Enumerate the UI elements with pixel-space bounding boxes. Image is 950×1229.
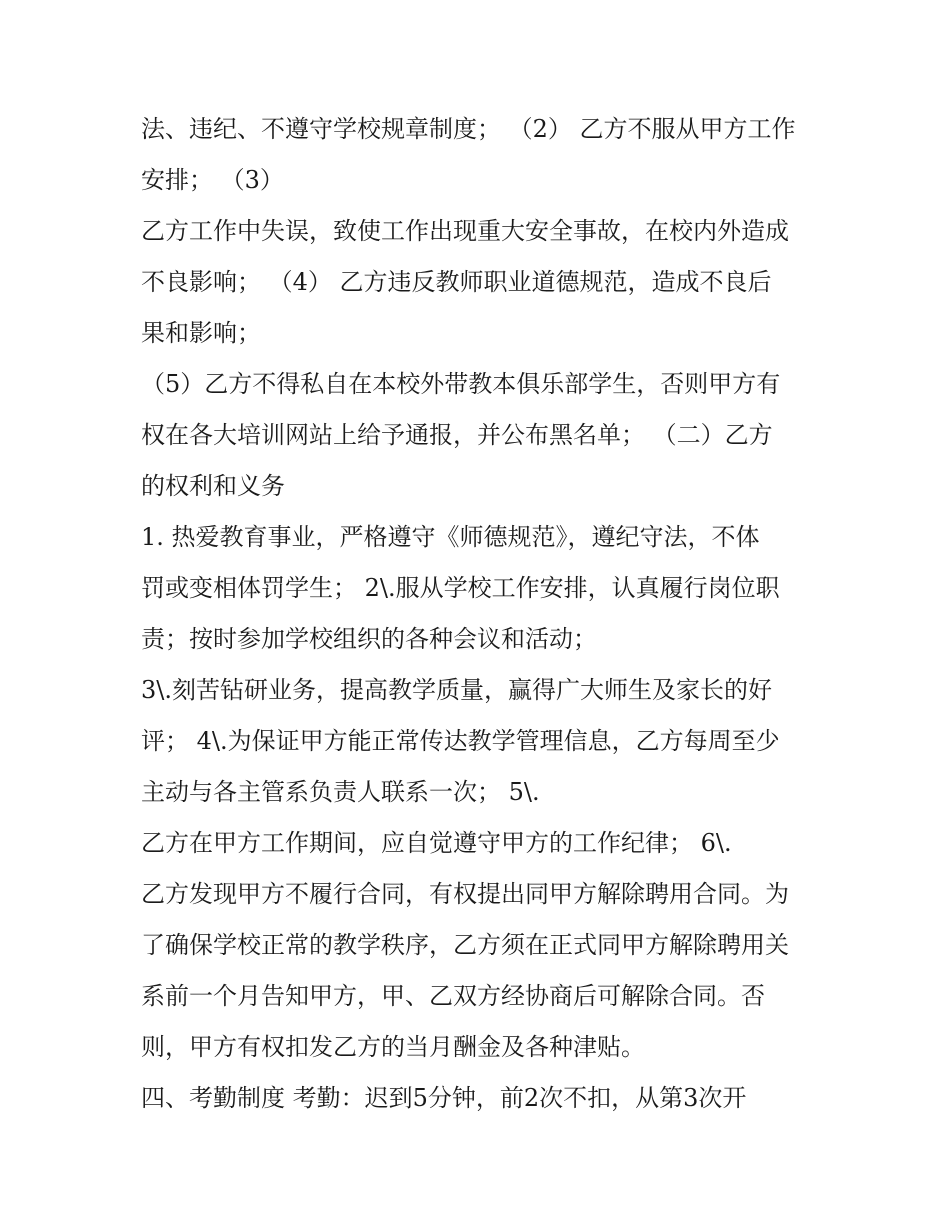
text-line: 四、考勤制度 考勤：迟到5分钟，前2次不扣，从第3次开: [141, 1084, 747, 1112]
text-line: 3\.刻苦钻研业务，提高教学质量，赢得广大师生及家长的好: [141, 676, 772, 704]
text-line: 罚或变相体罚学生； 2\.服从学校工作安排，认真履行岗位职: [141, 574, 780, 602]
text-line: 系前一个月告知甲方，甲、乙双方经协商后可解除合同。否: [141, 982, 765, 1010]
text-line: 乙方在甲方工作期间，应自觉遵守甲方的工作纪律； 6\.: [141, 829, 732, 857]
text-line: 评； 4\.为保证甲方能正常传达教学管理信息，乙方每周至少: [141, 727, 780, 755]
text-line: 不良影响； （4） 乙方违反教师职业道德规范，造成不良后: [141, 268, 772, 296]
text-line: （5）乙方不得私自在本校外带教本俱乐部学生，否则甲方有: [141, 370, 781, 398]
text-line: 乙方工作中失误，致使工作出现重大安全事故，在校内外造成: [141, 217, 789, 245]
text-line: 了确保学校正常的教学秩序，乙方须在正式同甲方解除聘用关: [141, 931, 789, 959]
text-line: 的权利和义务: [141, 472, 285, 500]
text-line: 1. 热爱教育事业，严格遵守《师德规范》，遵纪守法，不体: [141, 523, 760, 551]
text-line: 果和影响；: [141, 319, 261, 347]
text-line: 法、违纪、不遵守学校规章制度； （2） 乙方不服从甲方工作: [141, 115, 796, 143]
document-body: [141, 104, 821, 1124]
text-line: 权在各大培训网站上给予通报，并公布黑名单； （二）乙方: [141, 421, 773, 449]
text-line: 乙方发现甲方不履行合同，有权提出同甲方解除聘用合同。为: [141, 880, 789, 908]
text-line: 责；按时参加学校组织的各种会议和活动；: [141, 625, 597, 653]
text-line: 安排； （3）: [141, 166, 284, 194]
text-line: 主动与各主管系负责人联系一次； 5\.: [141, 778, 540, 806]
text-line: 则，甲方有权扣发乙方的当月酬金及各种津贴。: [141, 1033, 645, 1061]
